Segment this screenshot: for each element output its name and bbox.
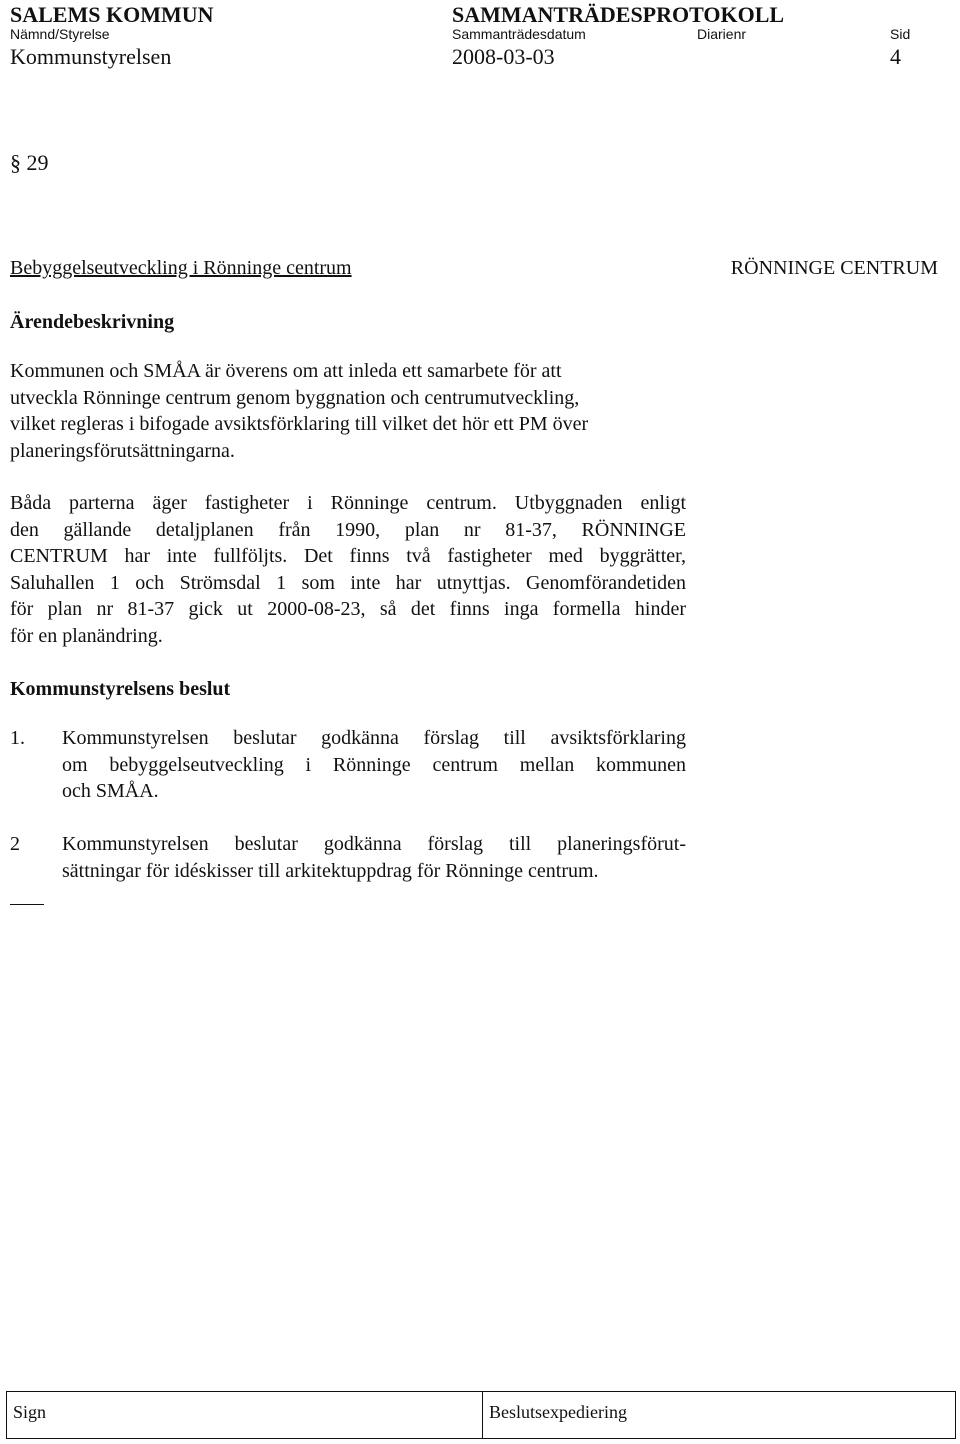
description-paragraph-1	[10, 358, 686, 464]
decision-item-1	[10, 725, 686, 805]
text-line: om bebyggelseutveckling i Rönninge centrum mellan kommunen	[62, 753, 686, 776]
sign-label: Sign	[13, 1402, 47, 1422]
text-line: CENTRUM har inte fullföljts. Det finns två fastigheter med byggrätter,	[10, 545, 686, 568]
meeting-date-value: 2008-03-03	[452, 44, 555, 69]
text-line: utveckla Rönninge centrum genom byggnation och centrumutveckling,	[10, 386, 580, 409]
text-line: för en planändring.	[10, 624, 163, 647]
body-value: Kommunstyrelsen	[10, 44, 172, 69]
text-line: planeringsförutsättningarna.	[10, 439, 235, 462]
text-line: Båda parterna äger fastigheter i Rönninge centrum. Utbyggnaden enligt	[10, 492, 686, 514]
decision-item-number: 1.	[10, 727, 25, 749]
page-number: 4	[890, 44, 901, 69]
text-line: Kommunstyrelsen beslutar godkänna förslag till planeringsförut-	[62, 833, 686, 855]
meeting-date-label: Sammanträdesdatum	[452, 26, 586, 42]
text-line: Kommunstyrelsen beslutar godkänna förslag till avsiktsförklaring	[62, 727, 686, 749]
description-paragraph-2	[10, 490, 686, 650]
document-type: SAMMANTRÄDESPROTOKOLL	[452, 2, 785, 27]
subject-keyword: RÖNNINGE CENTRUM	[730, 257, 938, 279]
text-line: sättningar för idéskisser till arkitektuppdrag för Rönninge centrum.	[62, 859, 599, 882]
subject-title: Bebyggelseutveckling i Rönninge centrum	[10, 257, 352, 279]
text-line: och SMÅA.	[62, 780, 159, 803]
end-rule	[10, 904, 44, 905]
text-line: Saluhallen 1 och Strömsdal 1 som inte har utnyttjas. Genomförandetiden	[10, 571, 686, 594]
signature-table	[6, 1391, 956, 1439]
decision-heading: Kommunstyrelsens beslut	[10, 678, 231, 700]
expedition-label: Beslutsexpediering	[489, 1402, 627, 1422]
text-line: för plan nr 81-37 gick ut 2000-08-23, så det finns inga formella hinder	[10, 598, 686, 621]
text-line: Kommunen och SMÅA är överens om att inleda ett samarbete för att	[10, 360, 562, 382]
body-label: Nämnd/Styrelse	[10, 26, 110, 42]
page-label: Sid	[890, 26, 911, 42]
paragraph-number: § 29	[10, 150, 49, 175]
sign-cell	[7, 1392, 483, 1438]
diary-number-label: Diarienr	[697, 26, 747, 42]
description-heading: Ärendebeskrivning	[10, 311, 175, 333]
text-line: den gällande detaljplanen från 1990, plan nr 81-37, RÖNNINGE	[10, 518, 686, 541]
decision-item-number: 2	[10, 833, 20, 855]
expedition-cell	[483, 1392, 955, 1438]
text-line: vilket regleras i bifogade avsiktsförklaring till vilket det hör ett PM över	[10, 413, 589, 436]
decision-item-2	[10, 831, 686, 884]
org-name: SALEMS KOMMUN	[10, 2, 214, 27]
